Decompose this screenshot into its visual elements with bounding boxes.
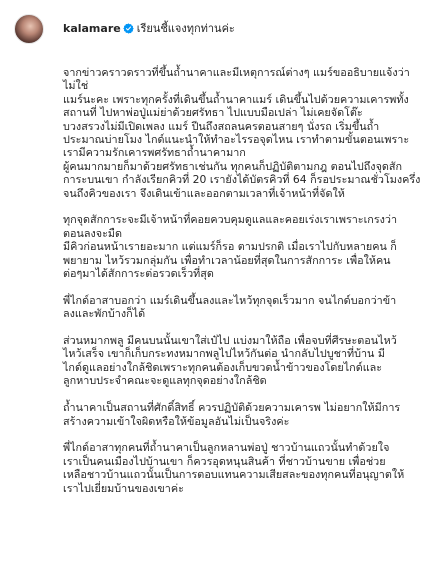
caption-paragraph: จากข่าวคราวดราวที่ขึ้นถ้ำนาคาและมีเหตุการณ์ต่างๆ แมร์ขออธิบายแจ้งว่า ไม่ใช่ แมร์นะคะ เพราะทุกครั้งที่เดินขึ้นถ้ำนาคาแมร์ เดินขึ้นไปด้วยความเคารพทั้ง สถานที่ ไปหาพ่อปู่แม่ย่าด้วยศรัทธา ไปแบบมือเปล่า ไม่เคยจัดโต๊ะ บวงสรวงไม่มีเปิดเพลง แมร์ ปีนถึงสถลนครตอนสายๆ นั่งรถ เริ่มขึ้นถ้ำ ประมาณบ่ายโมง ไกด์แนะนำให้ทำอะไรรอจุดไหน เราทำตามขั้นตอนเพราะ เรามีความรักเคารพศรัทธาถ้ำนาคามาก ผู้คนมากมายก็มาด้วยศรัทธาเช่นกัน ทุกคนก็ปฏิบัติตามกฎ ตอนไปถึงจุดสัก การะบนเขา กำลังเรียกคิวที่ 20 เรายังได้บัตรคิวที่ 64 ก็รอประมาณชั่วโมงครึ่ง จนถึงคิวของเรา จึงเดินเข้าและออกตามเวลาที่เจ้าหน้าที่จัดให้	[63, 66, 421, 200]
caption-paragraph: พี่ไกด์อาสาบอกว่า แมร์เดินขึ้นลงและไหว้ทุกจุดเร็วมาก จนไกด์บอกว่าข้า ลงและพักบ้างก็ได้	[63, 293, 397, 321]
caption-header	[63, 22, 235, 35]
avatar[interactable]	[14, 14, 44, 44]
caption-paragraph: พี่ไกด์อาสาทุกคนที่ถ้ำนาคาเป็นลูกหลานพ่อปู่ ชาวบ้านแถวนั้นทำด้วยใจ เราเป็นคนเมืองไปบ้านเขา ก็ควรอุดหนุนสินค้า ที่ชาวบ้านขาย เพื่อช่วย เหลือชาวบ้านแถวนั้นเป็นการตอบแทนความเสียสละของทุกคนที่อนุญาตให้ เราไปเยี่ยมบ้านของเขาค่ะ	[63, 441, 405, 495]
caption-paragraph: ถ้ำนาคาเป็นสถานที่ศักดิ์สิทธิ์ ควรปฏิบัติด้วยความเคารพ ไม่อยากให้มีการ สร้างความเข้าใจผิดหรือให้ข้อมูลอันไม่เป็นจริงค่ะ	[63, 401, 401, 428]
caption-paragraph: ส่วนหมากพลู มีคนบนนั้นเขาใส่เป๋ไป แบ่งมาให้ถือ เพื่อจบที่ศีรษะตอนไหว้ ไหว้เสร็จ เขาก็เก็บกระทงหมากพลูไปไหว้กันต่อ นำกลับไปบูชาที่บ้าน มี ไกด์ดูแลอย่างใกล้ชิดเพราะทุกคนต้องเก็บขวดน้ำข้าวของโดยไกด์และ ลูกหาบประจำคณะจะดูแลทุกจุดอย่างใกล้ชิด	[63, 334, 397, 388]
verified-badge-icon	[123, 23, 134, 34]
caption-body	[63, 66, 429, 508]
caption-first-line: เรียนชี้แจงทุกท่านค่ะ	[136, 22, 235, 35]
username-link[interactable]: kalamare	[63, 22, 121, 35]
caption-paragraph: ทุกจุดสักการะจะมีเจ้าหน้าที่คอยควบคุมดูแลและคอยเร่งเราเพราะเกรงว่า ตอนลงจะมืด มีคิวก่อนหน้าเรายอะมาก แต่แมร์ก็รอ ตามปรกติ เมื่อเราไปกับหลายคน ก็ พยายาม ไหว้รวมกลุ่มกัน เพื่อทำเวลาน้อยที่สุดในการสักการะ เพื่อให้คน ต่อๆมาได้สักการะต่อรวดเร็วที่สุด	[63, 213, 398, 281]
